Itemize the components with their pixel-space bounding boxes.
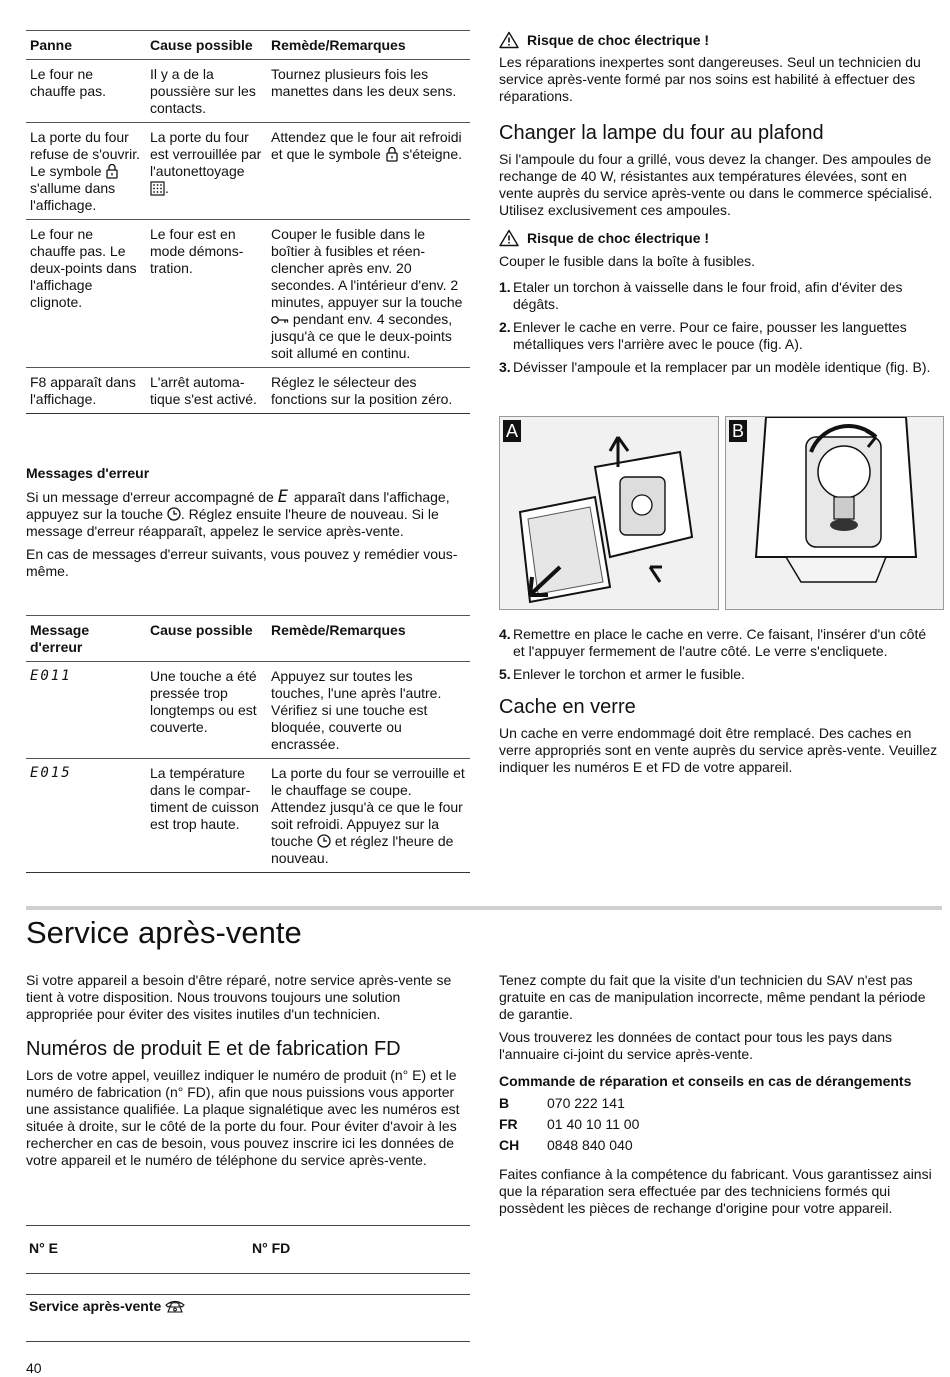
step-number: 2. — [499, 319, 511, 335]
cell-text: Attendez que le four ait refroidi et que le symbole — [271, 129, 462, 162]
text: Si un message d'erreur accompagné de — [26, 489, 274, 505]
step-text: Dévisser l'ampoule et la remplacer par un modèle identique (fig. B). — [513, 359, 931, 375]
table-cell: Réglez le sélecteur des fonctions sur la position zéro. — [271, 374, 453, 407]
warning-2 — [499, 229, 941, 247]
table-cell: Le four ne chauffe pas. — [30, 66, 107, 99]
page-title: Service après-vente — [26, 915, 302, 950]
table-cell — [267, 759, 470, 873]
cell-text: Couper le fusible dans le boîtier à fusibles et réenclencher après env. 20 secondes. A l'intérieur d'env. 2 minutes, appuyer sur la touche — [271, 226, 463, 310]
table-row — [499, 1135, 639, 1156]
bulb-unscrew-illustration — [726, 417, 943, 609]
phone-number: 01 40 10 11 00 — [547, 1116, 640, 1132]
table-header-row — [26, 31, 470, 60]
text: apparaît dans l'affichage, appuyez sur la touche — [26, 489, 450, 522]
cell-text: s'allume dans l'affichage. — [30, 180, 116, 213]
table-cell: Tournez plusieurs fois les manettes dans les deux sens. — [271, 66, 457, 99]
error-symbol: E — [277, 487, 290, 507]
paragraph: Vous trouverez les données de contact pour tous les pays dans l'annuaire ci-joint du service après-vente. — [499, 1029, 893, 1062]
warning-title: Risque de choc électrique ! — [527, 229, 710, 246]
lock-icon — [105, 163, 119, 179]
self-clean-icon — [150, 181, 165, 196]
step-number: 4. — [499, 626, 511, 642]
cell-text: s'éteigne. — [402, 146, 463, 162]
section-heading: Commande de réparation et conseils en cas de dérangements — [499, 1073, 912, 1089]
section-divider — [26, 906, 942, 910]
error-table — [26, 615, 470, 873]
paragraph: Un cache en verre endommagé doit être remplacé. Des caches en verre appropriés sont en vente auprès du service après-vente. Veuillez indiquer les numéros E et FD de votre appareil. — [499, 725, 938, 775]
step-text: Enlever le torchon et armer le fusible. — [513, 666, 745, 682]
phone-number: 0848 840 040 — [547, 1137, 633, 1153]
phone-number: 070 222 141 — [547, 1095, 625, 1111]
form-line — [26, 1273, 470, 1274]
table-cell: Le four ne chauffe pas. Le deux-points dans l'affichage clignote. — [30, 226, 137, 310]
step-text: Etaler un torchon à vaisselle dans le four froid, afin d'éviter des dégâts. — [513, 279, 903, 312]
warning-triangle-icon — [499, 31, 519, 49]
figure-b — [725, 416, 944, 610]
table-cell — [26, 123, 146, 220]
list-item — [499, 626, 941, 660]
page-number: 40 — [26, 1360, 42, 1376]
cell-text: La porte du four se verrouille et le chauffage se coupe. Attendez jusqu'à ce que le four soit refroidi. Appuyez sur la touche — [271, 765, 465, 849]
paragraph: En cas de messages d'erreur suivants, vous pouvez y remédier vous-même. — [26, 546, 458, 579]
table-cell: Il y a de la poussière sur les contacts. — [150, 66, 256, 116]
cell-text: La porte du four refuse de s'ouvrir. Le symbole — [30, 129, 141, 179]
error-code: E015 — [30, 765, 72, 781]
fault-table — [26, 30, 470, 414]
col-header: Panne — [30, 37, 73, 53]
country-code: CH — [499, 1137, 520, 1153]
figure-label: A — [503, 420, 521, 442]
step-number: 1. — [499, 279, 511, 295]
table-header-row — [26, 616, 470, 662]
right-column — [499, 31, 941, 382]
warning-1 — [499, 31, 941, 49]
error-code: E011 — [30, 668, 72, 684]
field-label-fd: N° FD — [252, 1240, 291, 1256]
table-row — [26, 662, 470, 759]
steps-list — [499, 279, 941, 376]
key-icon — [271, 315, 289, 325]
figure-a — [499, 416, 719, 610]
form-line — [26, 1341, 470, 1342]
paragraph — [26, 489, 470, 540]
table-row — [26, 759, 470, 873]
paragraph: Lors de votre appel, veuillez indiquer le numéro de produit (n° E) et le numéro de fabrication (n° FD), afin que nous puissions vous apporter une assistance qualifiée. La plaque signalétique avec les numéros est située à droite, sur le côté de la porte du four. Pour éviter d'avoir à les rechercher en cas de besoin, vous pouvez inscrire ici les données de votre appareil et le numéro de téléphone du service après-vente. — [26, 1067, 460, 1168]
paragraph: Les réparations inexpertes sont dangereuses. Seul un technicien du service après-vente formé par nos soins est habilité à effectuer des réparations. — [499, 54, 921, 104]
service-left — [26, 972, 468, 1169]
table-cell: Appuyez sur toutes les touches, l'une après l'autre. Vérifiez si une touche est bloquée, couverte ou encrassée. — [271, 668, 442, 752]
table-row — [499, 1114, 639, 1135]
table-cell: Une touche a été pressée trop longtemps ou est couverte. — [150, 668, 257, 735]
paragraph: Faites confiance à la compétence du fabricant. Vous garantissez ainsi que la réparation sera effectuée par des techniciens formés qui possèdent les pièces de rechange d'origine pour votre appareil. — [499, 1166, 932, 1216]
cell-text: et réglez l'heure de nouveau. — [271, 833, 454, 866]
table-cell: L'arrêt automatique s'est activé. — [150, 374, 257, 407]
cell-text: . — [165, 180, 169, 196]
cell-text: La porte du four est verrouillée par l'autonettoyage — [150, 129, 262, 179]
table-row — [26, 60, 470, 123]
clock-icon — [167, 507, 181, 521]
list-item — [499, 319, 941, 353]
table-cell — [267, 123, 470, 220]
col-header: Remède/Remarques — [271, 37, 406, 53]
col-header: Message d'erreur — [30, 622, 90, 655]
field-service — [29, 1298, 185, 1315]
table-row — [499, 1093, 639, 1114]
step-number: 5. — [499, 666, 511, 682]
section-heading: Messages d'erreur — [26, 465, 150, 481]
service-right — [499, 972, 941, 1217]
glass-cover-removal-illustration — [500, 417, 718, 609]
fault-table-block — [26, 30, 470, 414]
step-number: 3. — [499, 359, 511, 375]
list-item — [499, 666, 941, 683]
section-heading: Changer la lampe du four au plafond — [499, 122, 824, 144]
table-cell — [267, 220, 470, 368]
list-item — [499, 279, 941, 313]
table-cell — [146, 123, 267, 220]
text: . Réglez ensuite l'heure de nouveau. Si le message d'erreur réapparaît, appelez le service après-vente. — [26, 506, 439, 539]
country-code: FR — [499, 1116, 518, 1132]
warning-triangle-icon — [499, 229, 519, 247]
table-row — [26, 368, 470, 414]
country-code: B — [499, 1095, 510, 1111]
section-heading: Numéros de produit E et de fabrication FD — [26, 1038, 401, 1060]
form-line — [26, 1225, 470, 1226]
table-cell: La température dans le compartiment de cuisson est trop haute. — [150, 765, 259, 832]
paragraph: Couper le fusible dans la boîte à fusibles. — [499, 253, 756, 269]
paragraph: Tenez compte du fait que la visite d'un technicien du SAV n'est pas gratuite en cas de manipulation incorrecte, même pendant la période de garantie. — [499, 972, 926, 1022]
step-text: Enlever le cache en verre. Pour ce faire, pousser les languettes métalliques vers l'arrière avec le pouce (fig. A). — [513, 319, 907, 352]
field-label-service: Service après-vente — [29, 1298, 162, 1314]
figure-label: B — [729, 420, 747, 442]
paragraph: Si votre appareil a besoin d'être réparé, notre service après-vente se tient à votre disposition. Nous trouvons toujours une solution appropriée pour éviter des visites inutiles d'un technicien. — [26, 972, 452, 1022]
phone-table — [499, 1093, 639, 1156]
field-label-e: N° E — [29, 1240, 58, 1256]
col-header: Cause possible — [150, 622, 253, 638]
warning-title: Risque de choc électrique ! — [527, 31, 710, 48]
col-header: Remède/Remarques — [271, 622, 406, 638]
lock-icon — [385, 146, 399, 162]
table-cell: F8 apparaît dans l'affichage. — [30, 374, 136, 407]
section-heading: Cache en verre — [499, 696, 636, 718]
paragraph: Si l'ampoule du four a grillé, vous devez la changer. Des ampoules de rechange de 40 W, résistantes aux températures élevées, sont en vente auprès du service après-vente ou dans le commerce spécialisé. Utilisez exclusivement ces ampoules. — [499, 151, 933, 218]
phone-icon — [165, 1300, 185, 1313]
form-line — [26, 1294, 470, 1295]
list-item — [499, 359, 941, 376]
error-messages-section — [26, 465, 470, 580]
error-table-block — [26, 615, 470, 873]
step-text: Remettre en place le cache en verre. Ce faisant, l'insérer d'un côté et l'appuyer fermement de l'autre côté. Le verre s'encliquete. — [513, 626, 927, 659]
table-row — [26, 123, 470, 220]
col-header: Cause possible — [150, 37, 253, 53]
right-column-lower — [499, 626, 941, 776]
table-cell: Le four est en mode démonstration. — [150, 226, 244, 276]
cell-text: pendant env. 4 secondes, jusqu'à ce que le deux-points soit allumé en continu. — [271, 311, 453, 361]
steps-list — [499, 626, 941, 683]
clock-icon — [317, 834, 331, 848]
table-row — [26, 220, 470, 368]
